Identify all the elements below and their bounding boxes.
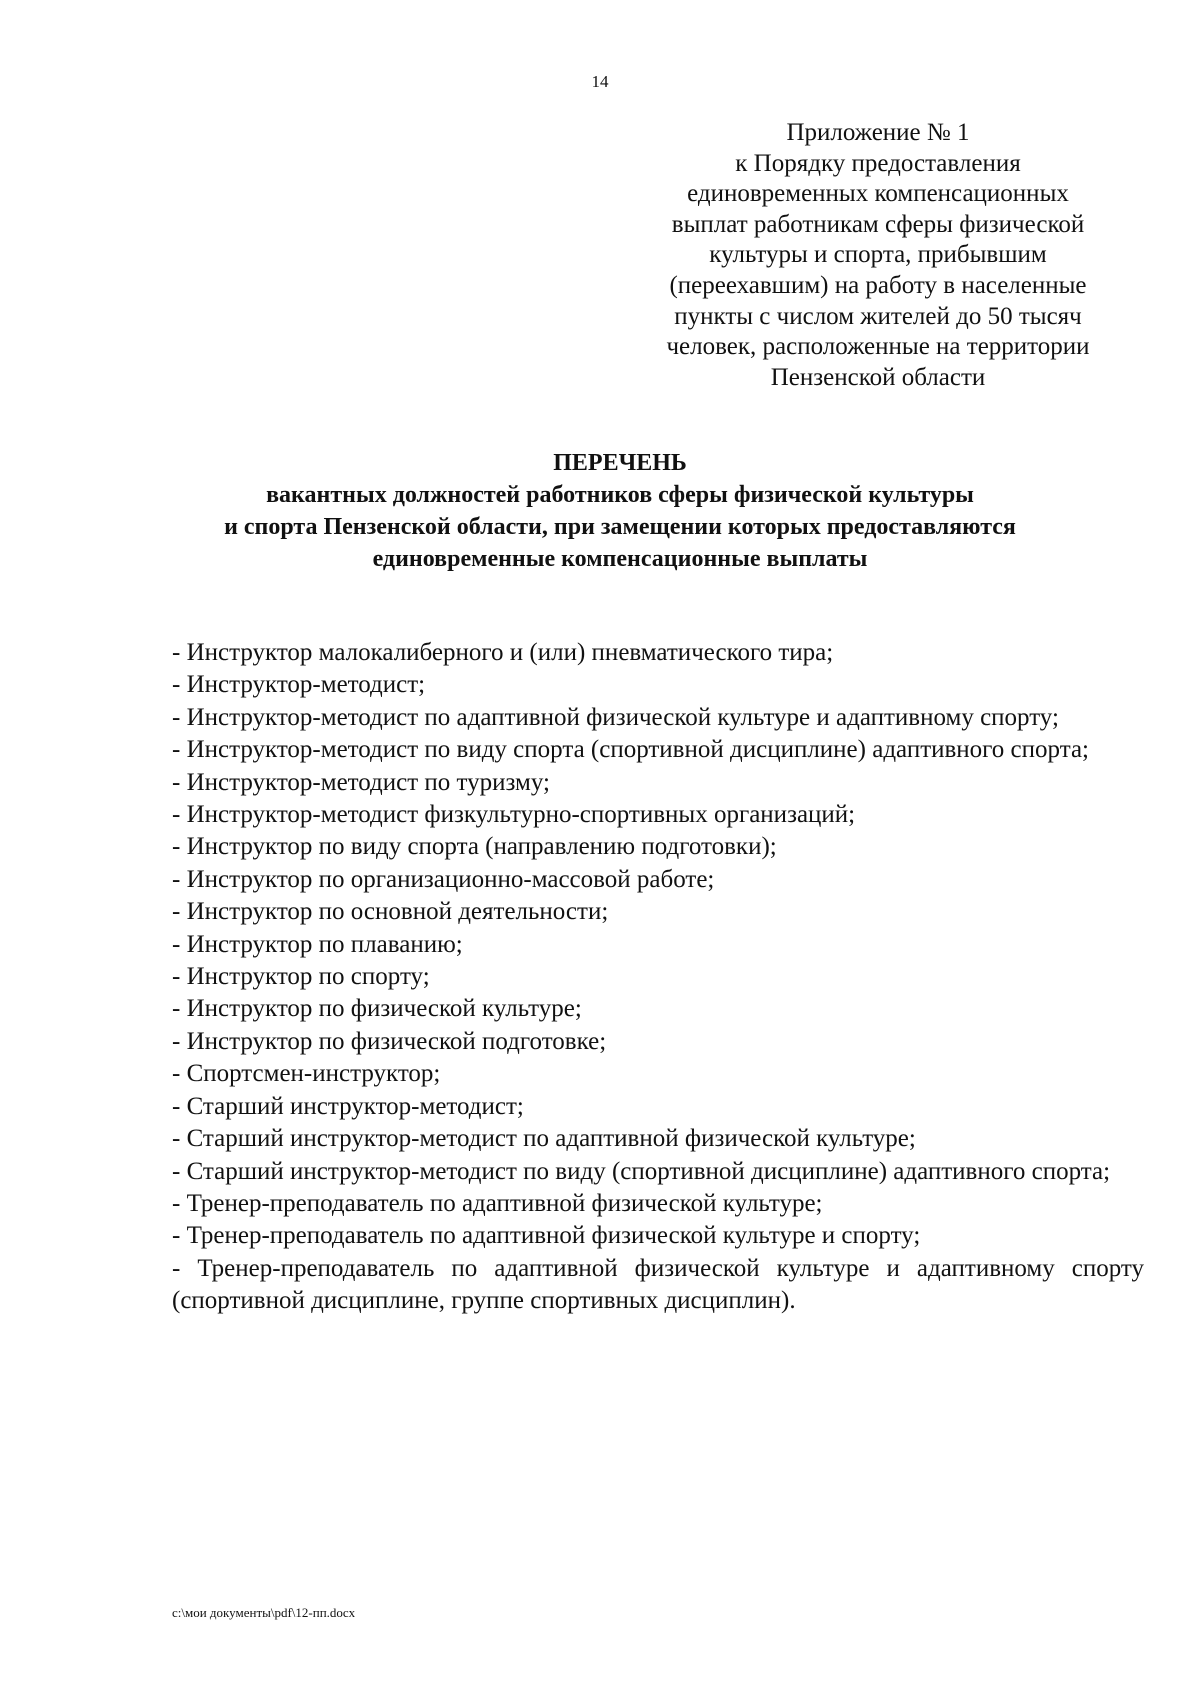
list-item: - Инструктор-методист по туризму; xyxy=(172,768,550,796)
footer-file-path: c:\мои документы\pdf\12-пп.docx xyxy=(172,1605,356,1620)
appendix-line: единовременных компенсационных xyxy=(687,180,1069,208)
list-item: - Инструктор-методист физкультурно-спортивных организаций; xyxy=(172,801,856,829)
list-item: - Инструктор по физической культуре; xyxy=(172,995,582,1023)
appendix-line: человек, расположенные на территории xyxy=(666,333,1090,361)
appendix-line: (переехавшим) на работу в населенные xyxy=(669,271,1087,299)
list-item: - Инструктор малокалиберного и (или) пневматического тира; xyxy=(172,639,834,666)
list-item: - Инструктор по физической подготовке; xyxy=(172,1027,607,1055)
list-item: - Инструктор по виду спорта (направлению подготовки); xyxy=(172,833,777,861)
appendix-line: к Порядку предоставления xyxy=(735,149,1021,177)
appendix-line: Приложение № 1 xyxy=(786,119,970,146)
list-item: - Инструктор-методист по адаптивной физической культуре и адаптивному спорту; xyxy=(172,703,1059,731)
list-item: - Тренер-преподаватель по адаптивной физической культуре; xyxy=(172,1189,823,1217)
title-subtitle-line: вакантных должностей работников сферы физической культуры xyxy=(266,482,974,508)
appendix-line: культуры и спорта, прибывшим xyxy=(709,241,1047,269)
title-subtitle-line: и спорта Пензенской области, при замещении которых предоставляются xyxy=(224,514,1016,540)
list-item: - Тренер-преподаватель по адаптивной физической культуре и адаптивному спорту (спортивной дисциплине, группе спортивных дисциплин). xyxy=(172,1254,1144,1315)
page-number: 14 xyxy=(591,72,609,91)
title-subtitle-line: единовременные компенсационные выплаты xyxy=(372,546,868,572)
list-item: - Старший инструктор-методист; xyxy=(172,1092,524,1120)
appendix-line: пункты с числом жителей до 50 тысяч xyxy=(674,302,1082,330)
list-item: - Тренер-преподаватель по адаптивной физической культуре и спорту; xyxy=(172,1222,921,1250)
appendix-header xyxy=(628,118,1128,393)
document-title xyxy=(120,447,1120,575)
list-item: - Инструктор по спорту; xyxy=(172,963,430,991)
appendix-line: Пензенской области xyxy=(770,363,986,391)
title-heading: ПЕРЕЧЕНЬ xyxy=(553,450,687,476)
list-item: - Старший инструктор-методист по адаптивной физической культуре; xyxy=(172,1125,916,1153)
list-item: - Инструктор-методист; xyxy=(172,671,426,699)
list-item: - Старший инструктор-методист по виду (спортивной дисциплине) адаптивного спорта; xyxy=(172,1157,1111,1185)
list-item: - Инструктор по плаванию; xyxy=(172,930,463,958)
list-item: - Спортсмен-инструктор; xyxy=(172,1060,441,1088)
list-item: - Инструктор по основной деятельности; xyxy=(172,898,609,926)
positions-list xyxy=(172,637,1144,1318)
list-item: - Инструктор по организационно-массовой работе; xyxy=(172,865,715,893)
list-item: - Инструктор-методист по виду спорта (спортивной дисциплине) адаптивного спорта; xyxy=(172,736,1089,764)
appendix-line: выплат работникам сферы физической xyxy=(671,210,1085,238)
